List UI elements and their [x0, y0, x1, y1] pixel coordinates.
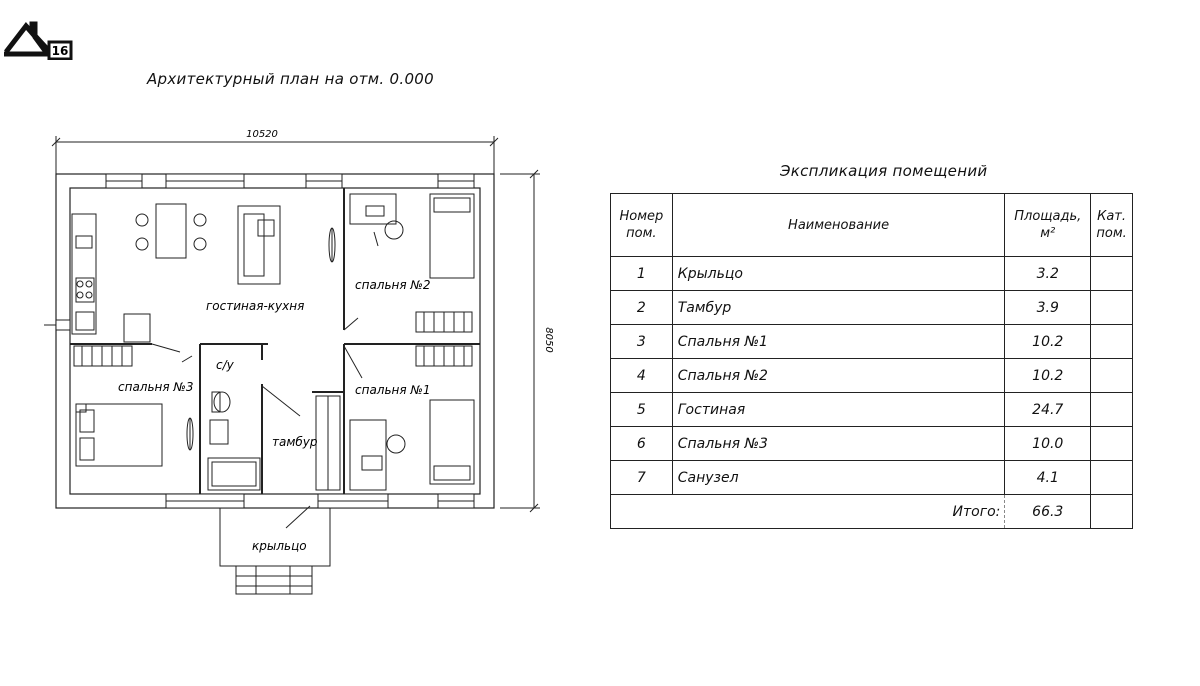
- row-number: 6: [611, 427, 673, 461]
- row-number: 1: [611, 257, 673, 291]
- table-row: [611, 393, 1133, 427]
- table-row: [611, 325, 1133, 359]
- dim-height-label: 8050: [543, 327, 554, 353]
- header-area: Площадь, м²: [1005, 194, 1091, 257]
- row-category: [1091, 291, 1133, 325]
- header-name: Наименование: [672, 194, 1005, 257]
- dim-width-label: 10520: [246, 129, 278, 140]
- table-row: [611, 359, 1133, 393]
- explication-title: Экспликация помещений: [780, 162, 988, 180]
- row-name: Спальня №1: [672, 325, 1005, 359]
- row-area: 3.2: [1005, 257, 1091, 291]
- row-category: [1091, 461, 1133, 495]
- row-category: [1091, 393, 1133, 427]
- row-number: 5: [611, 393, 673, 427]
- row-number: 2: [611, 291, 673, 325]
- logo-badge: 16: [51, 44, 69, 58]
- room-label-bedroom3: спальня №3: [118, 380, 194, 394]
- row-area: 10.2: [1005, 325, 1091, 359]
- row-area: 24.7: [1005, 393, 1091, 427]
- total-label: Итого:: [672, 495, 1005, 529]
- room-label-living-kitchen: гостиная-кухня: [206, 299, 305, 313]
- row-area: 10.2: [1005, 359, 1091, 393]
- row-number: 3: [611, 325, 673, 359]
- plan-title: Архитектурный план на отм. 0.000: [147, 70, 434, 88]
- row-number: 7: [611, 461, 673, 495]
- room-label-bathroom: с/у: [216, 358, 234, 372]
- table-row: [611, 291, 1133, 325]
- row-area: 3.9: [1005, 291, 1091, 325]
- row-category: [1091, 427, 1133, 461]
- header-category: Кат. пом.: [1091, 194, 1133, 257]
- row-name: Санузел: [672, 461, 1005, 495]
- table-row: [611, 257, 1133, 291]
- row-area: 4.1: [1005, 461, 1091, 495]
- row-name: Крыльцо: [672, 257, 1005, 291]
- row-name: Спальня №3: [672, 427, 1005, 461]
- row-category: [1091, 257, 1133, 291]
- row-name: Спальня №2: [672, 359, 1005, 393]
- room-label-vestibule: тамбур: [272, 435, 318, 449]
- total-row: [611, 495, 1133, 529]
- total-value: 66.3: [1005, 495, 1091, 529]
- room-label-porch: крыльцо: [252, 539, 307, 553]
- table-row: [611, 461, 1133, 495]
- row-area: 10.0: [1005, 427, 1091, 461]
- explication-table: [610, 193, 1133, 529]
- row-name: Тамбур: [672, 291, 1005, 325]
- header-number: Номер пом.: [611, 194, 673, 257]
- row-category: [1091, 359, 1133, 393]
- row-name: Гостиная: [672, 393, 1005, 427]
- explication-header-row: [611, 194, 1133, 257]
- table-row: [611, 427, 1133, 461]
- room-label-bedroom2: спальня №2: [355, 278, 431, 292]
- row-category: [1091, 325, 1133, 359]
- row-number: 4: [611, 359, 673, 393]
- room-label-bedroom1: спальня №1: [355, 383, 431, 397]
